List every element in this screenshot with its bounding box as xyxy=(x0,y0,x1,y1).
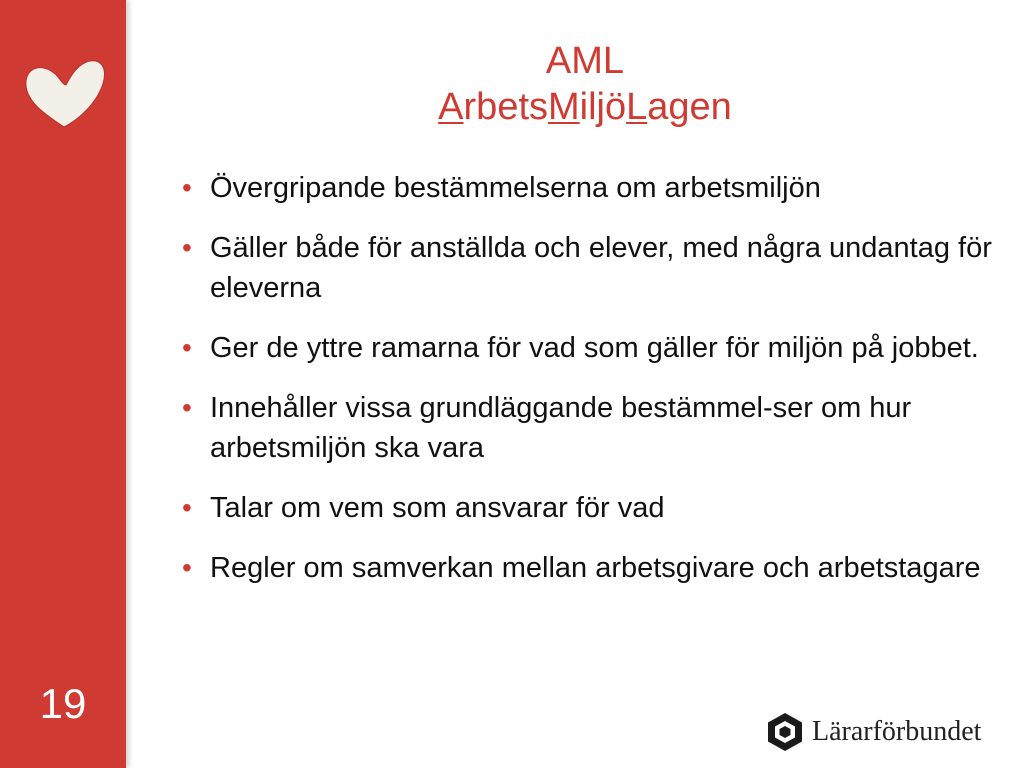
hexagon-logo-icon xyxy=(766,712,804,752)
bullet-item: • Gäller både för anställda och elever, med några undantag för eleverna xyxy=(178,228,1008,308)
title-segment: rbets xyxy=(463,86,549,128)
bullet-item: • Talar om vem som ansvarar för vad xyxy=(178,488,1008,528)
title-segment: iljö xyxy=(579,86,627,128)
bullet-item: • Innehåller vissa grundläggande bestämmel-ser om hur arbetsmiljön ska vara xyxy=(178,388,1008,468)
bullet-item: • Övergripande bestämmelserna om arbetsmiljön xyxy=(178,168,1008,208)
title-line-1: AML xyxy=(545,40,625,82)
lararforbundet-logo xyxy=(766,712,981,752)
logo-text: Lärarförbundet xyxy=(812,716,982,747)
slide-number: 19 xyxy=(39,680,87,727)
bullet-item: • Ger de yttre ramarna för vad som gäller för miljön på jobbet. xyxy=(178,328,1008,368)
title-line-2 xyxy=(330,84,840,130)
bullet-item: • Regler om samverkan mellan arbetsgivare och arbetstagare xyxy=(178,548,1008,588)
title-underlined-letter: M xyxy=(548,86,580,128)
bullet-list xyxy=(178,168,1008,608)
title-underlined-letter: L xyxy=(626,86,648,128)
heart-icon xyxy=(18,55,110,133)
title-underlined-letter: A xyxy=(438,86,464,128)
title-segment: agen xyxy=(647,86,732,128)
slide-title xyxy=(330,38,840,130)
sidebar xyxy=(0,0,126,768)
